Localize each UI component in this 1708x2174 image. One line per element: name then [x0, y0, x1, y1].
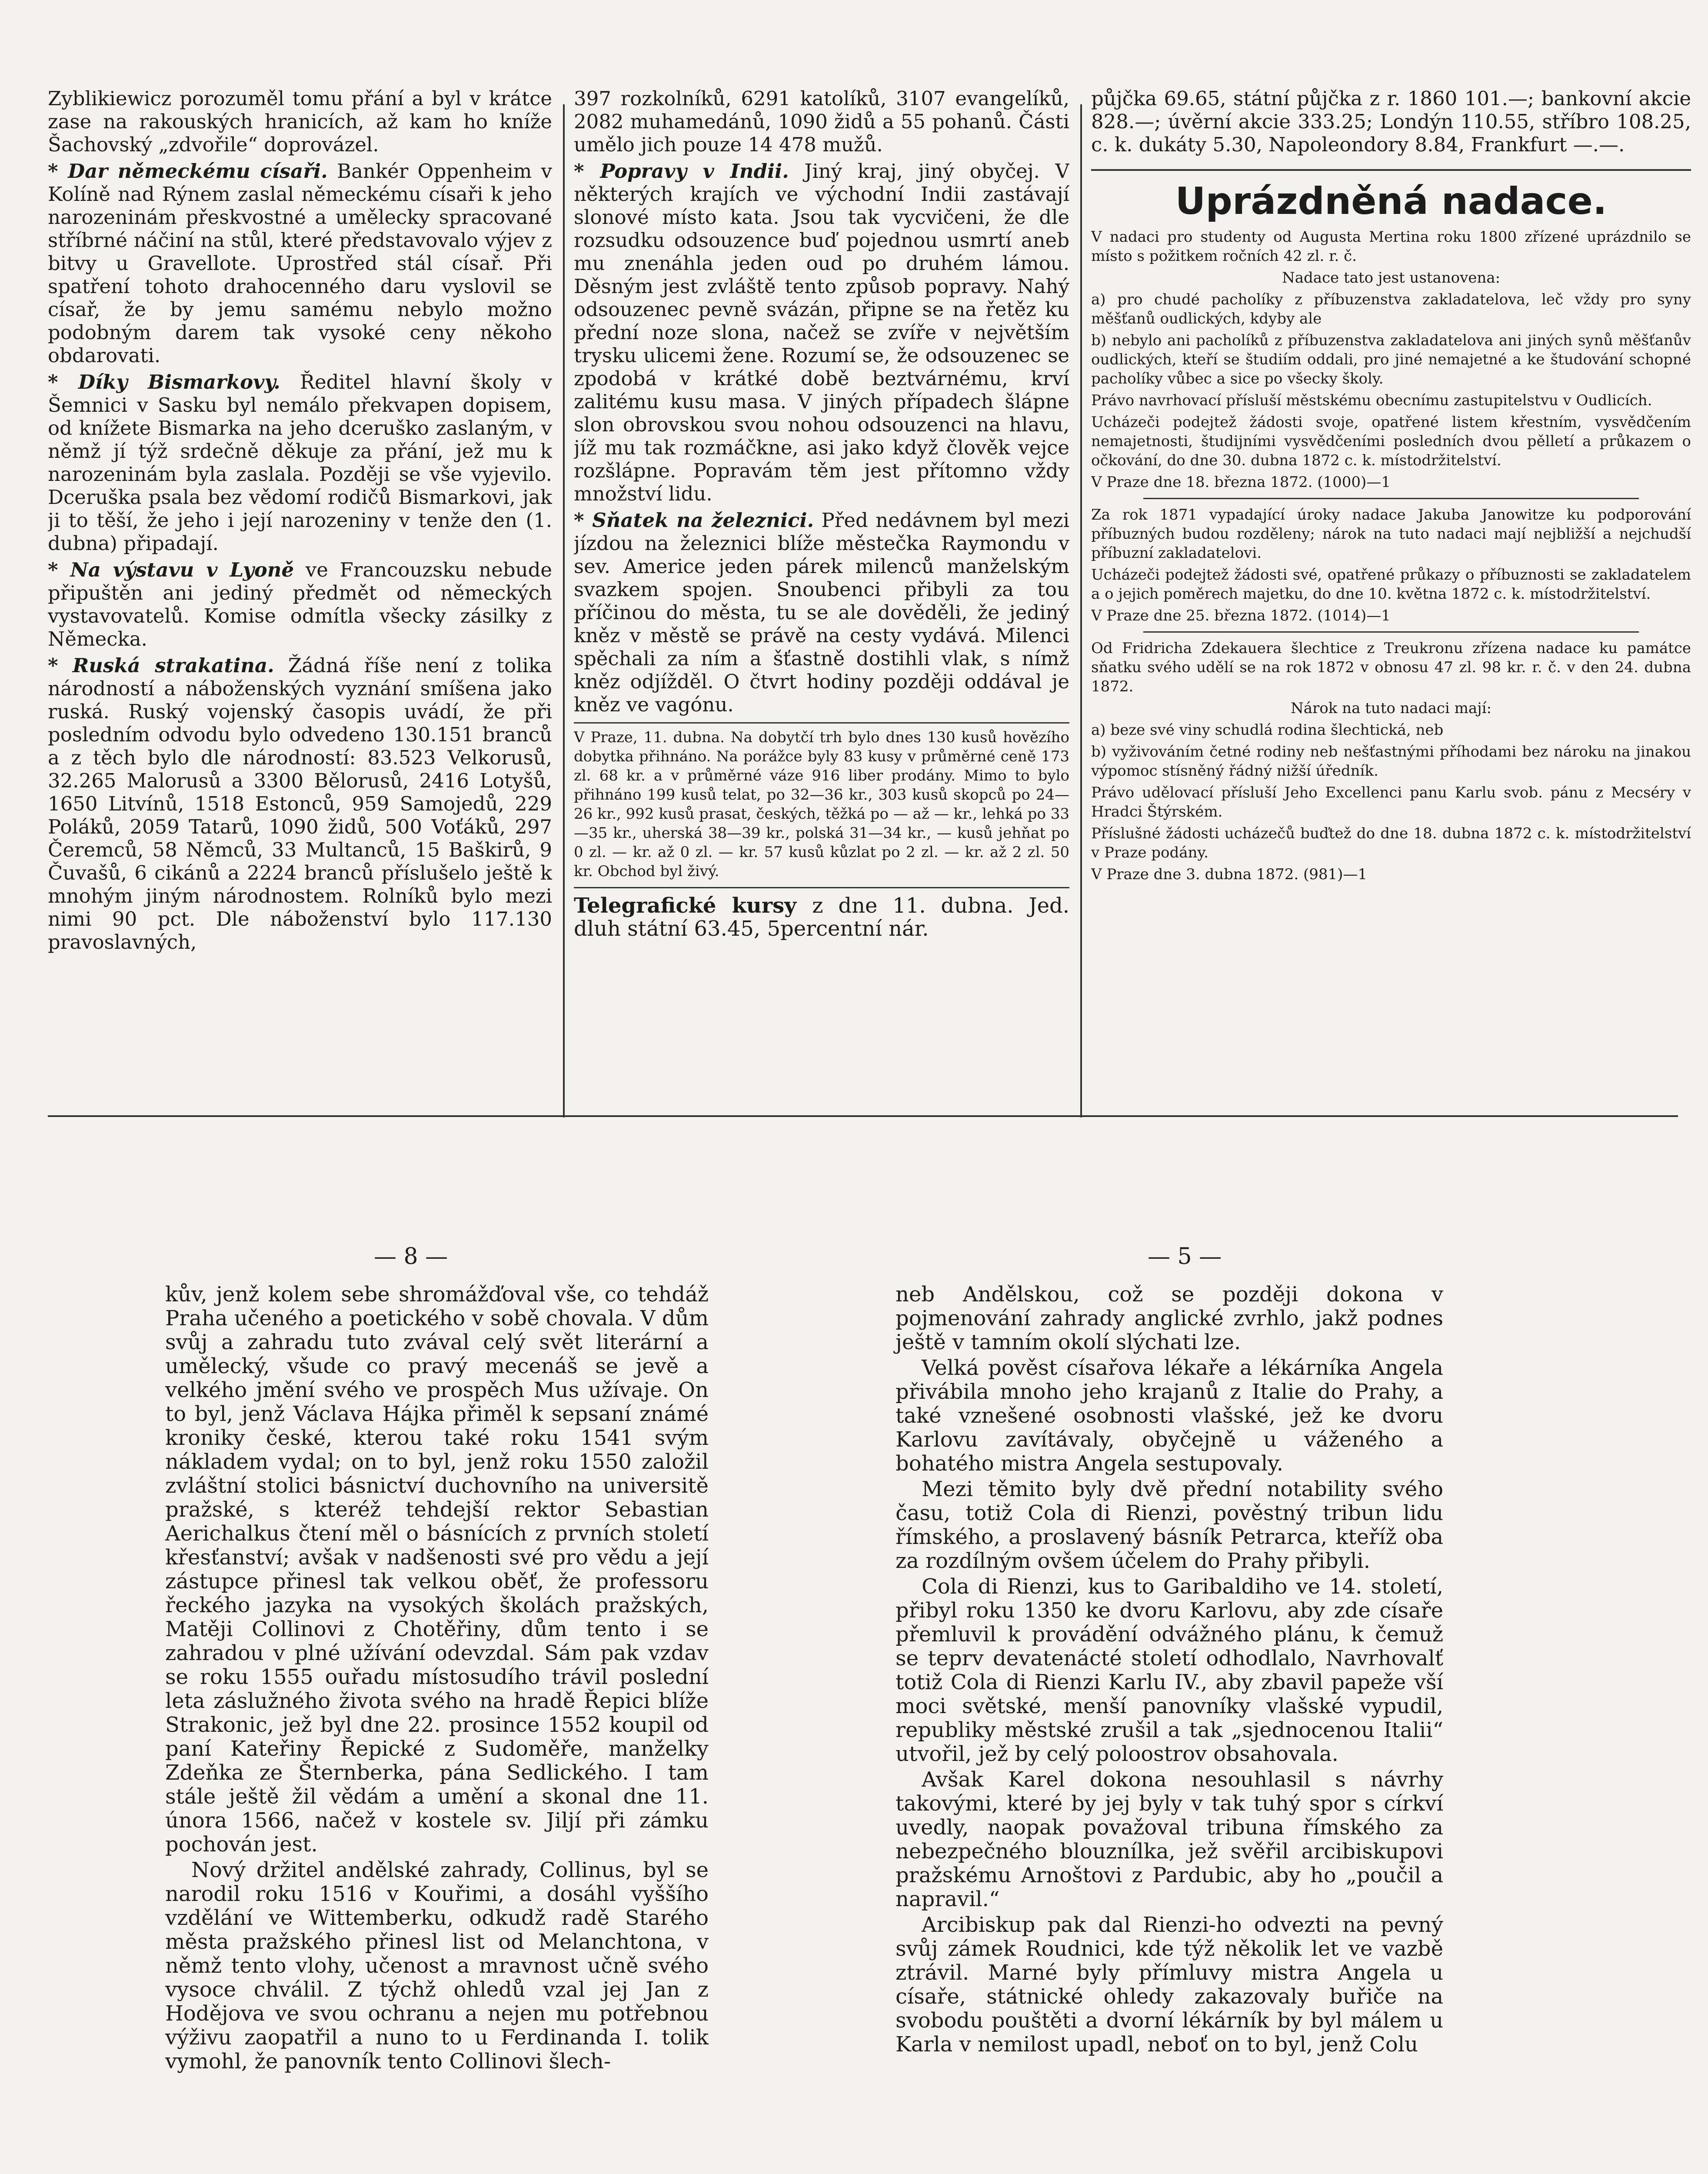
column-divider: [1080, 104, 1082, 1117]
notice-divider: [1143, 631, 1639, 633]
article: * Ruská strakatina. Žádná říše není z tolika národností a náboženských vyznání smíšena jako ruská. Ruský vojenský časopis uvádí, že při posledním odvodu bylo odvedeno 130.151 branců a z těch bylo dle národností: 83.523 Velkorusů, 32.265 Malorusů a 3300 Bělorusů, 2416 Lotyšů, 1650 Litvínů, 1518 Estonců, 959 Samojedů, 229 Poláků, 2059 Tatarů, 1090 židů, 500 Voťáků, 297 Čeremců, 58 Němců, 33 Multanců, 15 Baškirů, 9 Čuvašů, 6 cikánů a 2224 branců příslušelo ještě k mnohým jiným národnostem. Rolníků bylo mezi nimi 90 pct. Dle náboženství bylo 117.130 pravoslavných,: [48, 654, 552, 954]
top-newspaper-section: [48, 87, 1695, 1130]
paragraph: Cola di Rienzi, kus to Garibaldiho ve 14. století, přibyl roku 1350 ke dvoru Karlovu, aby zde císaře přemluvil k provádění odvážného plánu, k čemuž se teprv devatenácté století odhodlalo, Navrhovalť totiž Cola di Rienzi Karlu IV., aby zbavil papeže vší moci světské, menší panovníky vlašské vypudil, republiky městské zrušil a tak „sjednocenou Italii“ utvořil, jež by celý poloostrov obsahovala.: [896, 1574, 1443, 1766]
market-report: V Praze, 11. dubna. Na dobytčí trh bylo dnes 130 kusů hovězího dobytka přihnáno. Na porážce byly 83 kusy v průměrné ceně 173 zl. 68 kr. a v průměrné váze 916 liber prodány. Mimo to bylo přihnáno 199 kusů telat, po 32—36 kr., 303 kusů skopců po 24—26 kr., 992 kusů prasat, českých, těžká po — až — kr., lehká po 33—35 kr., uherská 38—39 kr., polská 31—34 kr., — kusů jehňat po 0 zl. — kr. až 0 zl. — kr. 57 kusů kůzlat po 2 zl. — kr. až 2 zl. 50 kr. Obchod byl živý.: [574, 722, 1069, 881]
article-text: Zyblikiewicz porozuměl tomu přání a byl v krátce zase na rakouských hranicích, až kam ho kníže Šachovský „zdvořile“ doprovázel.: [48, 87, 552, 156]
notice-mertin: V nadaci pro studenty od Augusta Mertina roku 1800 zřízené uprázdnilo se místo s požitkem ročních 42 zl. r. č. Nadace tato jest ustanovena: a) pro chudé pacholíky z příbuzenstva zakladatelova, leč vždy pro syny měšťanů oudlických, kdyby ale b) nebylo ani pacholíků z příbuzenstva zakladatelova ani jiných synů měšťanův oudlických, kteří se študiím oddali, pro jiné nemajetné a ke študování schopné pacholíky vůbec a sice po všecky školy. Právo navrhovací přísluší městskému obecnímu zastupitelstvu v Oudlicích. Ucházeči podejtež žádosti svoje, opatřené listem křestním, vysvědčením nemajetnosti, študijními vysvědčeními posledních dvou pělletí a průkazem o očkování, do dne 30. dubna 1872 c. k. místodržitelství. V Praze dne 18. března 1872. (1000)—1: [1091, 228, 1691, 491]
paragraph: Velká pověst císařova lékaře a lékárníka Angela přivábila mnoho jeho krajanů z Italie do Prahy, a také vznešené osobnosti vlašské, jež ke dvoru Karlovu zavítávaly, obyčejně u váženého a bohatého mistra Angela sestupovaly.: [896, 1356, 1443, 1476]
column-3: [1091, 87, 1691, 1113]
paragraph: Avšak Karel dokona nesouhlasil s návrhy takovými, které by jej byly v tak tuhý spor s církví uvedly, naopak považoval tribuna římského za nebezpečného blouznílka, jež svěřil arcibiskupovi pražskému Arnoštovi z Pardubic, aby ho „poučil a napravil.“: [896, 1767, 1443, 1911]
article-text: 397 rozkolníků, 6291 katolíků, 3107 evangelíků, 2082 muhamedánů, 1090 židů a 55 pohanů. Části umělo jich pouze 14 478 mužů.: [574, 87, 1069, 156]
exchange-rates-continued: půjčka 69.65, státní půjčka z r. 1860 101.—; bankovní akcie 828.—; úvěrní akcie 333.25; Londýn 110.55, stříbro 108.25, c. k. dukáty 5.30, Napoleondory 8.84, Frankfurt —.—.: [1091, 87, 1691, 156]
notice-heading: Uprázdněná nadace.: [1091, 169, 1691, 223]
book-page-left: [165, 1283, 709, 2075]
exchange-rates-title: Telegrafické kursy: [574, 894, 797, 918]
paragraph: Arcibiskup pak dal Rienzi-ho odvezti na pevný svůj zámek Roudnici, kde týž několik let ve vazbě ztrávil. Marné byly přímluvy mistra Angela u císaře, státnické ohledy zakazovaly buřiče na svobodu pouštěti a dvorní lékárník by byl málem u Karla v nemilost upadl, neboť on to byl, jenž Colu: [896, 1913, 1443, 2057]
article: * Sňatek na železnici. Před nedávnem byl mezi jízdou na železnici blíže městečka Raymondu v sev. Americe jeden párek milenců manželským svazkem spojen. Snoubenci přibyli za tou příčinou do města, tu se ale dověděli, že jediný kněz v městě se právě na cesty vydává. Milenci spěchali za ním a šťastně dostihli vlak, s nímž kněz odjížděl. O čtvrt hodiny později oddával je kněz ve vagónu.: [574, 509, 1069, 716]
exchange-rates-text: z dne 11. dubna. Jed. dluh státní 63.45, 5percentní nár.: [574, 894, 1069, 941]
column-divider: [563, 104, 565, 1117]
paragraph: kův, jenž kolem sebe shromážďoval vše, co tehdáž Praha učeného a poetického v sobě chovala. V dům svůj a zahradu tuto zvával celý svět literární a umělecký, všude co pravý mecenáš se jevě a velkého jmění svého ve prospěch Mus užívaje. On to byl, jenž Václava Hájka přiměl k sepsaní známé kroniky české, kterou také roku 1541 svým nákladem vydal; on to byl, jenž roku 1550 založil zvláštní stolici básnictví duchovního na universitě pražské, s kteréž tehdejší rektor Sebastian Aerichalkus čtení měl o básnících z prvních století křesťanství; avšak v nadšenosti své pro vědu a její zástupce přinesl tak velkou oběť, že professoru řeckého jazyka na vysokých školách pražských, Matěji Collinovi z Chotěřiny, dům tento i se zahradou v plné užívání odevzdal. Sám pak vzdav se roku 1555 ouřadu místosudího trávil poslední leta záslužného života svého na hradě Řepici blíže Strakonic, jež byl dne 22. prosince 1552 koupil od paní Kateřiny Řepické z Sudoměře, manželky Zdeňka ze Šternberka, pána Sedlického. I tam stále ještě žil vědám a umění a skonal dne 11. února 1566, načež v kostele sv. Jiljí při zámku pochován jest.: [165, 1282, 709, 1857]
article: * Na výstavu v Lyoně ve Francouzsku nebude připuštěn ani jediný předmět od německých vystavovatelů. Komise odmítla všecky zásilky z Německa.: [48, 558, 552, 650]
page-number-right: — 5 —: [1148, 1244, 1222, 1270]
article: * Dar německému císaři. Bankér Oppenheim v Kolíně nad Rýnem zaslal německému císaři k jeho narozeninám přeskvostné a umělecky spracované stříbrné náčiní na stůl, které představovalo výjev z bitvy u Gravellote. Uprostřed stál císař. Při spatření tohoto drahocenného daru vyslovil se císař, že by jemu samému nebylo možno podobným darem tak vysoké ceny někoho obdarovati.: [48, 160, 552, 367]
paragraph: Mezi těmito byly dvě přední notability svého času, totiž Cola di Rienzi, pověstný tribun lidu římského, a proslavený básník Petrarca, kteříž oba za rozdílným ovšem účelem do Prahy přibyli.: [896, 1477, 1443, 1573]
article: * Popravy v Indii. Jiný kraj, jiný obyčej. V některých krajích ve východní Indii zastávají slonové místo kata. Jsou tak vycvičeni, že dle rozsudku odsouzence buď pojednou usmrtí aneb mu znenáhla jeden oud po druhém lámou. Děsným jest zvláště tento způsob popravy. Nahý odsouzenec pevně svázán, připne se na řetěz ku přední noze slona, načež se zvíře v největším trysku ulicemi žene. Rozumí se, že odsouzenec se zpodobá v krátké době beztvárnému, krví zalitému kusu masa. V jiných případech šlápne slon obrovskou svou nohou odsouzenci na hlavu, jíž mu tak rozmáčkne, asi jako když člověk vejce rozšlápne. Popravám těm jest přítomno vždy množství lidu.: [574, 160, 1069, 505]
paragraph: neb Andělskou, což se později dokona v pojmenování zahrady anglické zvrhlo, jakž podnes ještě v tamním okolí slýchati lze.: [896, 1282, 1443, 1354]
section-divider: [48, 1115, 1678, 1117]
page-number-left: — 8 —: [374, 1244, 448, 1270]
column-1: [48, 87, 552, 1113]
column-2: [574, 87, 1069, 1113]
article: * Díky Bismarkovy. Ředitel hlavní školy v Šemnici v Sasku byl nemálo překvapen dopisem, od knížete Bismarka na jeho dceruško zaslaným, v němž jí týž srdečně děkuje za přání, jež mu k narozeninám byla zaslala. Později se vše vyjevilo. Dceruška psala bez vědomí rodičů Bismarkovi, jak ji to těší, že jeho i její narozeniny v tenže den (1. dubna) připadají.: [48, 370, 552, 555]
notice-zdekauer: Od Fridricha Zdekauera šlechtice z Treukronu zřízena nadace ku památce sňatku svého udělí se na rok 1872 v obnosu 47 zl. 98 kr. r. č. v den 24. dubna 1872. Nárok na tuto nadaci mají: a) beze své viny schudlá rodina šlechtická, neb b) vyživováním četné rodiny neb nešťastnými příhodami bez nároku na jinakou výpomoc stísněný řádný nižší úředník. Právo udělovací přísluší Jeho Excellenci panu Karlu svob. pánu z Mecséry v Hradci Štýrském. Příslušné žádosti ucházečů buďtež do dne 18. dubna 1872 c. k. místodržitelství v Praze podány. V Praze dne 3. dubna 1872. (981)—1: [1091, 640, 1691, 883]
notice-divider: [1143, 498, 1639, 499]
book-page-right: [896, 1283, 1443, 2058]
paragraph: Nový držitel andělské zahrady, Collinus, byl se narodil roku 1516 v Kouřimi, a dosáhl vyššího vzdělání ve Wittemberku, odkudž radě Starého města pražského přinesl list od Melanchtona, v němž tento vlohy, učenost a mravnost učně svého vysoce chválil. Z týchž ohledů vzal jej Jan z Hodějova ve svou ochranu a nejen mu potřebnou výživu zaopatřil a nuno to u Ferdinanda I. tolik vymohl, že panovník tento Collinovi šlech-: [165, 1858, 709, 2074]
exchange-rates: [574, 887, 1069, 940]
notice-janowitz: Za rok 1871 vypadající úroky nadace Jakuba Janowitze ku podporování příbuzných budou rozděleny; nárok na tuto nadaci mají nejbližší a nejchudší příbuzní zakladatelovi. Ucházeči podejtež žádosti své, opatřené průkazy o příbuznosti se zakladatelem a o jejich poměrech majetku, do dne 10. května 1872 c. k. místodržitelství. V Praze dne 25. března 1872. (1014)—1: [1091, 506, 1691, 624]
